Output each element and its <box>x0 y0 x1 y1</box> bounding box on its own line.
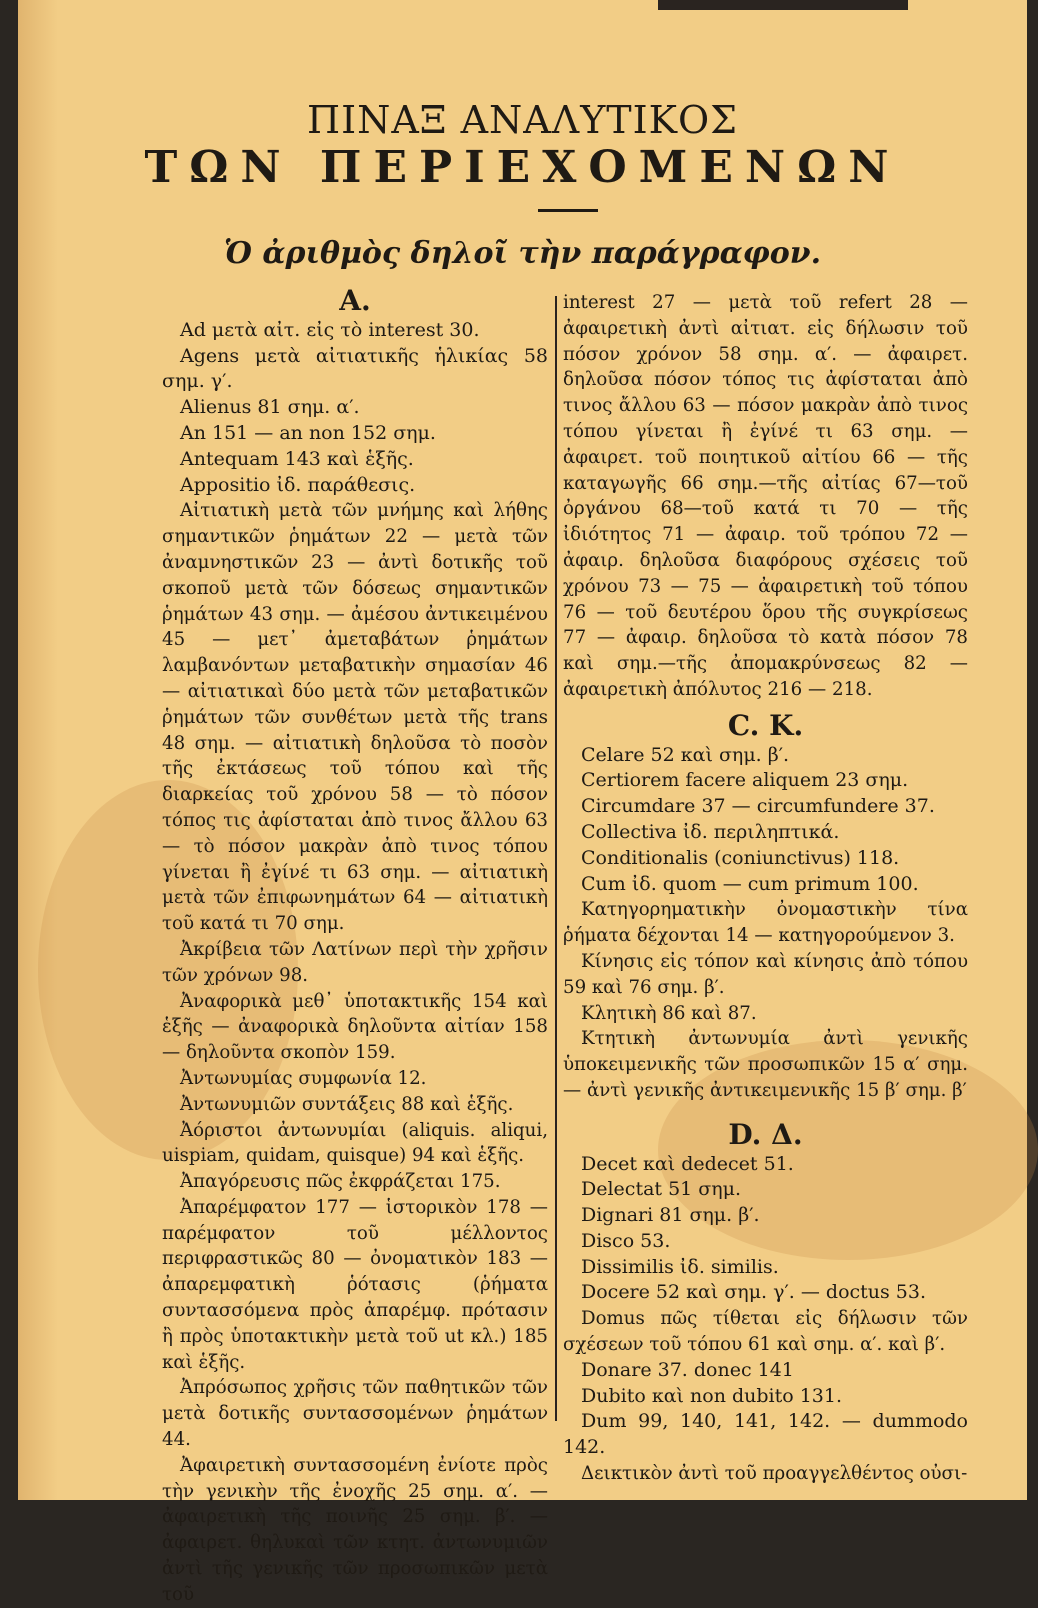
section-letter-ck: C. K. <box>727 708 804 742</box>
index-entry: Κατηγορηματικὴν ὀνομαστικὴν τίνα ῥήματα δέχονται 14 — κατηγορούμενον 3. <box>563 899 968 947</box>
section-letter-a: A. <box>339 284 371 317</box>
index-entry: Ἀόριστοι ἀντωνυμίαι (aliquis. aliqui, uispiam, quidam, quisque) 94 καὶ ἑξῆς. <box>162 1119 548 1167</box>
index-entry: Ἀκρίβεια τῶν Λατίνων περὶ τὴν χρῆσιν τῶν χρόνων 98. <box>162 938 548 986</box>
index-entry: Domus πῶς τίθεται εἰς δήλωσιν τῶν σχέσεων τοῦ τόπου 61 καὶ σημ. α′. καὶ β′. <box>563 1308 968 1356</box>
index-entry: Celare 52 καὶ σημ. β′. <box>581 743 790 766</box>
index-entry: Κλητικὴ 86 καὶ 87. <box>581 1002 757 1024</box>
index-entry: Collectiva ἰδ. περιληπτικά. <box>581 820 840 843</box>
book-page <box>18 0 1027 1605</box>
section-letter-dd: D. Δ. <box>728 1117 803 1151</box>
index-entry: Δεικτικὸν ἀντὶ τοῦ προαγγελθέντος οὐσι- <box>581 1463 968 1485</box>
right-column <box>563 290 968 1487</box>
index-entry: Ἀντωνυμίας συμφωνία 12. <box>180 1067 427 1089</box>
index-title: ΠΙΝΑΞ ΑΝΑΛΥΤΙΚΟΣ <box>306 98 739 142</box>
index-entry: Agens μετὰ αἰτιατικῆς ἡλικίας 58 σημ. γ′. <box>162 344 548 393</box>
index-entry: Ἀπαρέμφατον 177 — ἱστορικὸν 178 — παρέμφατον τοῦ μέλλοντος περιφραστικῶς 80 — ὀνοματικὸν 183 — ἀπαρεμφατικὴ ῥότασις (ῥήματα συντασσόμενα πρὸς ἀπαρέμφ. πρότασιν ἢ πρὸς ὑποτακτικὴν μετὰ τοῦ ut κλ.) 185 καὶ ἑξῆς. <box>162 1196 548 1373</box>
index-entry: Docere 52 καὶ σημ. γ′. — doctus 53. <box>581 1281 927 1304</box>
index-entry: Αἰτιατικὴ μετὰ τῶν μνήμης καὶ λήθης σημαντικῶν ῥημάτων 22 — μετὰ τῶν ἀναμνηστικῶν 23 — ἀντὶ δοτικῆς τοῦ σκοποῦ μετὰ τῶν δόσεως σημαντικῶν ῥημάτων 43 σημ. — ἀμέσου ἀντικειμένου 45 — μετ᾽ ἀμεταβάτων ῥημάτων λαμβανόντων μεταβατικὴν σημασίαν 46 — αἰτιατικαὶ δύο μετὰ τῶν μεταβατικῶν ῥημάτων τῶν συνθέτων μετὰ τῆς trans 48 σημ. — αἰτιατικὴ δηλοῦσα τὸ ποσὸν τῆς ἐκτάσεως τοῦ τόπου καὶ τῆς διαρκείας τοῦ χρόνου 58 — τὸ πόσον τόπος τις ἀφίσταται ἀπὸ τινος ἄλλου 63 — τὸ πόσον μακρὰν ἀπὸ τινος τόπου γίνεται ἢ ἐγίνέ τι 63 σημ. — αἰτιατικὴ μετὰ τῶν ἐπιφωνημάτων 64 — αἰτιατικὴ τοῦ κατά τι 70 σημ. <box>162 500 548 935</box>
index-entry: Dum 99, 140, 141, 142. — dummodo 142. <box>563 1410 968 1459</box>
index-entry: Certiorem facere aliquem 23 σημ. <box>581 769 909 792</box>
index-entry: Decet καὶ dedecet 51. <box>581 1152 794 1175</box>
title-rule <box>538 209 598 212</box>
index-entry: Ἀπρόσωπος χρῆσις τῶν παθητικῶν τῶν μετὰ δοτικῆς συντασσομένων ῥημάτων 44. <box>162 1377 548 1451</box>
index-entry-continuation: interest 27 — μετὰ τοῦ refert 28 — ἀφαιρετικὴ ἀντὶ αἰτιατ. εἰς δήλωσιν τοῦ πόσον χρόνον 58 σημ. α′. — ἀφαιρετ. δηλοῦσα πόσον τόπος τις ἀφίσταται ἀπὸ τινος ἄλλου 63 — πόσον μακρὰν ἀπὸ τινος τόπου γίνεται ἢ ἐγίνέ τι 63 σημ. — ἀφαιρετ. τοῦ ποιητικοῦ αἰτίου 66 — τῆς καταγωγῆς 66 σημ.—τῆς αἰτίας 67—τοῦ ὀργάνου 68—τοῦ κατά τι 70 — τῆς ἰδιότητος 71 — ἀφαιρ. τοῦ τρόπου 72 — ἀφαιρ. δηλοῦσα διαφόρους σχέσεις τοῦ χρόνου 73 — 75 — ἀφαιρετικὴ τοῦ τόπου 76 — τοῦ δευτέρου ὅρου τῆς συγκρίσεως 77 — ἀφαιρ. δηλοῦσα τὸ κατὰ πόσον 78 καὶ σημ.—τῆς ἀπομακρύνσεως 82 — ἀφαιρετικὴ ἀπόλυτος 216 — 218. <box>563 292 968 700</box>
page-edge-shadow <box>18 0 58 1500</box>
ink-smudge <box>658 0 908 10</box>
index-entry: Ἀντωνυμιῶν συντάξεις 88 καὶ ἑξῆς. <box>180 1093 514 1115</box>
index-entry: Donare 37. donec 141 <box>581 1358 794 1381</box>
column-divider <box>555 296 557 1421</box>
index-entry: Κίνησις εἰς τόπον καὶ κίνησις ἀπὸ τόπου 59 καὶ 76 σημ. β′. <box>563 950 968 998</box>
index-entry: Dissimilis ἰδ. similis. <box>581 1255 779 1278</box>
index-entry: Conditionalis (coniunctivus) 118. <box>581 846 900 869</box>
index-entry: Dubito καὶ non dubito 131. <box>581 1384 843 1407</box>
numbering-note: Ὁ ἀριθμὸς δηλοῖ τὴν παράγραφον. <box>223 236 822 271</box>
left-column <box>162 286 548 1608</box>
index-entry: Delectat 51 σημ. <box>581 1178 742 1201</box>
index-entry: Cum ἰδ. quom — cum primum 100. <box>581 872 919 895</box>
index-entry: Disco 53. <box>581 1229 671 1252</box>
index-subtitle-contents: ΤΩΝ ΠΕΡΙΕΧΟΜΕΝΩΝ <box>144 142 901 193</box>
index-entry: Ad μετὰ αἰτ. εἰς τὸ interest 30. <box>180 318 480 341</box>
index-entry: Antequam 143 καὶ ἑξῆς. <box>180 447 414 470</box>
index-entry: Κτητικὴ ἀντωνυμία ἀντὶ γενικῆς ὑποκειμενικῆς τῶν προσωπικῶν 15 α′ σημ. — ἀντὶ γενικῆς ἀντικειμενικῆς 15 β′ σημ. β′ <box>563 1028 968 1101</box>
index-entry: Circumdare 37 — circumfundere 37. <box>581 795 935 818</box>
index-entry: Alienus 81 σημ. α′. <box>180 396 360 419</box>
index-entry: Ἀναφορικὰ μεθ᾽ ὑποτακτικῆς 154 καὶ ἑξῆς — ἀναφορικὰ δηλοῦντα αἰτίαν 158 — δηλοῦντα σκοπὸν 159. <box>162 990 548 1064</box>
index-entry: Appositio ἰδ. παράθεσις. <box>180 473 416 496</box>
index-entry: Ἀπαγόρευσις πῶς ἐκφράζεται 175. <box>180 1171 501 1193</box>
index-entry: Ἀφαιρετικὴ συντασσομένη ἐνίοτε πρὸς τὴν γενικὴν τῆς ἐνοχῆς 25 σημ. α′. — ἀφαιρετικὴ τῆς ποινῆς 25 σημ. β′. — ἀφαιρετ. θηλυκαὶ τῶν κτητ. ἀντωνυμιῶν ἀντὶ τῆς γενικῆς τῶν προσωπικῶν μετὰ τοῦ <box>162 1454 548 1605</box>
index-entry: Dignari 81 σημ. β′. <box>581 1204 760 1227</box>
index-entry: An 151 — an non 152 σημ. <box>180 421 436 444</box>
